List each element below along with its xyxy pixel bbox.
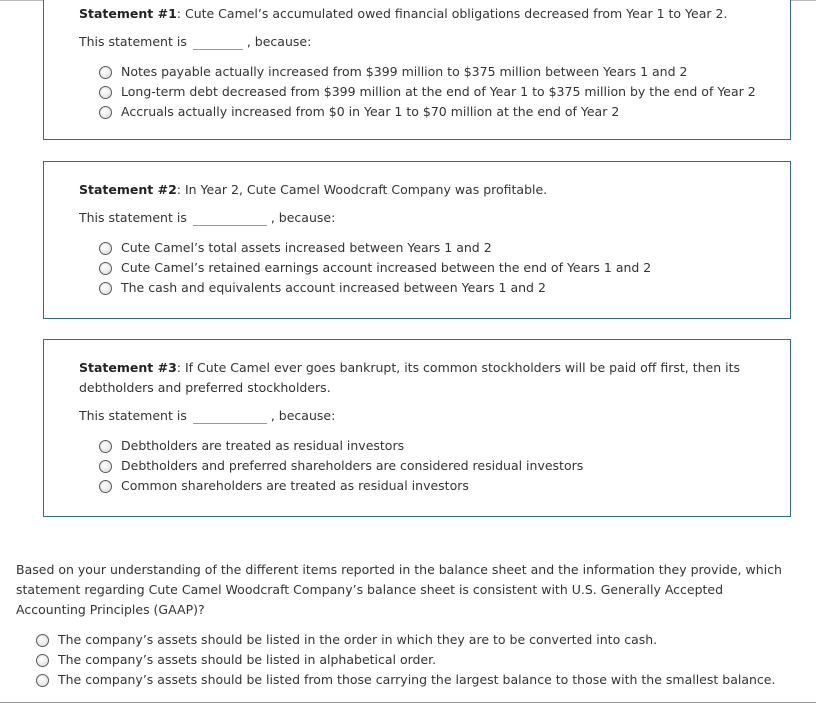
- statement-2-answer-dropdown[interactable]: [193, 211, 267, 226]
- bottom-divider: [0, 702, 816, 703]
- statement-3-option-2: Debtholders and preferred shareholders are considered residual investors: [121, 458, 584, 473]
- statement-2-card: [43, 161, 791, 319]
- statement-1-option-3: Accruals actually increased from $0 in Year 1 to $70 million at the end of Year 2: [121, 104, 620, 119]
- statement-2-option-1-radio[interactable]: [99, 242, 112, 255]
- statement-1-option-2: Long-term debt decreased from $399 million at the end of Year 1 to $375 million by the end of Year 2: [121, 84, 756, 99]
- question-option-2: The company’s assets should be listed in alphabetical order.: [58, 652, 437, 667]
- statement-3-prompt-line: [79, 406, 335, 426]
- statement-1-option-1: Notes payable actually increased from $399 million to $375 million between Years 1 and 2: [121, 64, 688, 79]
- statement-1-answer-dropdown[interactable]: [193, 35, 243, 50]
- statement-3-option-1-radio[interactable]: [99, 440, 112, 453]
- statement-1-prompt: This statement is: [79, 34, 187, 49]
- question-option-3-radio[interactable]: [36, 674, 49, 687]
- statement-1-prompt-line: [79, 32, 311, 52]
- statement-2-option-2: Cute Camel’s retained earnings account increased between the end of Years 1 and 2: [121, 260, 652, 275]
- statement-1-option-2-radio[interactable]: [99, 86, 112, 99]
- statement-2-option-3-radio[interactable]: [99, 282, 112, 295]
- question-option-1: The company’s assets should be listed in the order in which they are to be converted into cash.: [58, 632, 658, 647]
- statement-1-option-1-radio[interactable]: [99, 66, 112, 79]
- statement-3-option-1: Debtholders are treated as residual investors: [121, 438, 405, 453]
- statement-2-option-3: The cash and equivalents account increased between Years 1 and 2: [121, 280, 546, 295]
- statement-1-body: : Cute Camel’s accumulated owed financial obligations decreased from Year 1 to Year 2.: [176, 6, 728, 21]
- statement-3-because: , because:: [270, 408, 336, 423]
- statement-3-label: Statement #3: [79, 360, 177, 375]
- statement-2-body: : In Year 2, Cute Camel Woodcraft Company was profitable.: [176, 182, 548, 197]
- statement-3-text: [79, 358, 750, 398]
- statement-3-option-3-radio[interactable]: [99, 480, 112, 493]
- statement-1-text: [79, 4, 750, 24]
- question-option-3: The company’s assets should be listed from those carrying the largest balance to those with the smallest balance.: [58, 672, 776, 687]
- statement-2-label: Statement #2: [79, 182, 177, 197]
- statement-2-because: , because:: [270, 210, 336, 225]
- question-option-1-radio[interactable]: [36, 634, 49, 647]
- statement-2-text: [79, 180, 750, 200]
- statement-1-option-3-radio[interactable]: [99, 106, 112, 119]
- statement-1-because: , because:: [246, 34, 312, 49]
- statement-2-option-1: Cute Camel’s total assets increased between Years 1 and 2: [121, 240, 492, 255]
- statement-3-option-3: Common shareholders are treated as residual investors: [121, 478, 469, 493]
- question-option-2-radio[interactable]: [36, 654, 49, 667]
- gaap-question-text: Based on your understanding of the different items reported in the balance sheet and the information they provide, which statement regarding Cute Camel Woodcraft Company’s balance sheet is consistent with U.S. Generally Accepted Accounting Principles (GAAP)?: [16, 562, 782, 617]
- statement-3-prompt: This statement is: [79, 408, 187, 423]
- statement-3-card: [43, 339, 791, 517]
- statement-2-option-2-radio[interactable]: [99, 262, 112, 275]
- statement-3-body: : If Cute Camel ever goes bankrupt, its common stockholders will be paid off first, then its debtholders and preferred stockholders.: [79, 360, 741, 395]
- statement-2-prompt-line: [79, 208, 335, 228]
- statement-1-label: Statement #1: [79, 6, 177, 21]
- statement-1-card: [43, 0, 791, 140]
- statement-3-option-2-radio[interactable]: [99, 460, 112, 473]
- statement-2-prompt: This statement is: [79, 210, 187, 225]
- statement-3-answer-dropdown[interactable]: [193, 409, 267, 424]
